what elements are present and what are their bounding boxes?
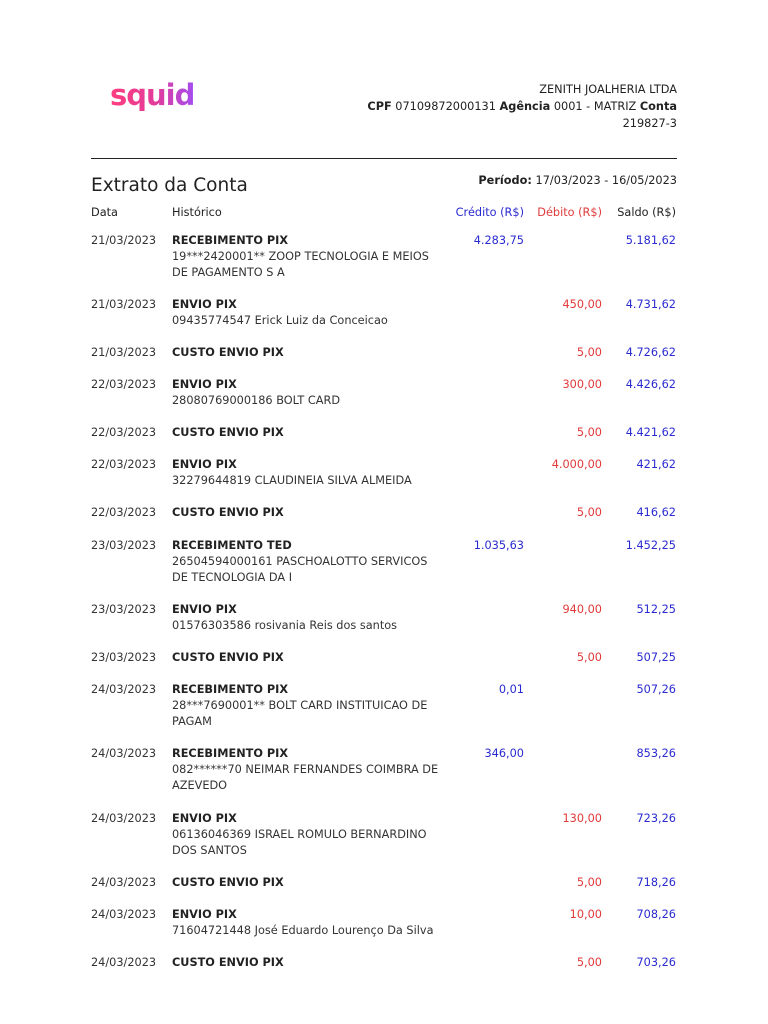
row-balance: 4.421,62 xyxy=(625,426,676,439)
row-detail: 32279644819 CLAUDINEIA SILVA ALMEIDA xyxy=(172,474,412,487)
row-date: 23/03/2023 xyxy=(91,603,157,616)
row-date: 24/03/2023 xyxy=(91,876,157,889)
column-header-credit: Crédito (R$) xyxy=(455,206,524,219)
row-detail: 01576303586 rosivania Reis dos santos xyxy=(172,619,398,632)
row-type: CUSTO ENVIO PIX xyxy=(172,956,284,969)
row-balance: 718,26 xyxy=(636,876,676,889)
row-date: 21/03/2023 xyxy=(91,346,157,359)
row-detail: 28***7690001** BOLT CARD INSTITUICAO DE PAGAM xyxy=(172,699,428,728)
row-balance: 1.452,25 xyxy=(625,539,676,552)
row-type: RECEBIMENTO PIX xyxy=(172,234,289,247)
row-debit: 10,00 xyxy=(569,908,602,921)
row-detail: 28080769000186 BOLT CARD xyxy=(172,394,341,407)
row-history xyxy=(172,682,442,730)
row-balance: 507,25 xyxy=(636,651,676,664)
row-history xyxy=(172,746,442,794)
row-date: 21/03/2023 xyxy=(91,298,157,311)
row-detail: 71604721448 José Eduardo Lourenço Da Silva xyxy=(172,924,434,937)
row-detail: 09435774547 Erick Luiz da Conceicao xyxy=(172,314,388,327)
row-debit: 5,00 xyxy=(576,651,602,664)
row-balance: 723,26 xyxy=(636,812,676,825)
row-date: 22/03/2023 xyxy=(91,458,157,471)
row-history xyxy=(172,505,442,521)
row-history xyxy=(172,377,442,409)
row-history xyxy=(172,457,442,489)
row-balance: 4.726,62 xyxy=(625,346,676,359)
row-history xyxy=(172,907,442,939)
row-type: RECEBIMENTO PIX xyxy=(172,683,289,696)
row-balance: 4.731,62 xyxy=(625,298,676,311)
column-header-balance: Saldo (R$) xyxy=(617,206,676,219)
row-balance: 853,26 xyxy=(636,747,676,760)
row-type: CUSTO ENVIO PIX xyxy=(172,346,284,359)
row-debit: 300,00 xyxy=(562,378,602,391)
row-balance: 708,26 xyxy=(636,908,676,921)
row-type: CUSTO ENVIO PIX xyxy=(172,876,284,889)
agencia-value: 0001 - MATRIZ xyxy=(553,100,637,113)
header-divider xyxy=(91,158,677,159)
row-history xyxy=(172,345,442,361)
row-history xyxy=(172,538,442,586)
row-debit: 5,00 xyxy=(576,956,602,969)
row-date: 22/03/2023 xyxy=(91,506,157,519)
row-balance: 703,26 xyxy=(636,956,676,969)
row-credit: 0,01 xyxy=(498,683,524,696)
row-credit: 346,00 xyxy=(484,747,524,760)
row-date: 23/03/2023 xyxy=(91,651,157,664)
row-type: ENVIO PIX xyxy=(172,603,237,616)
row-balance: 512,25 xyxy=(636,603,676,616)
row-type: CUSTO ENVIO PIX xyxy=(172,426,284,439)
row-balance: 4.426,62 xyxy=(625,378,676,391)
column-header-history: Histórico xyxy=(172,206,222,219)
row-debit: 5,00 xyxy=(576,506,602,519)
row-type: CUSTO ENVIO PIX xyxy=(172,506,284,519)
row-balance: 5.181,62 xyxy=(625,234,676,247)
row-history xyxy=(172,297,442,329)
row-debit: 940,00 xyxy=(562,603,602,616)
row-balance: 416,62 xyxy=(636,506,676,519)
row-detail: 082******70 NEIMAR FERNANDES COIMBRA DE AZEVEDO xyxy=(172,763,439,792)
period-label: Período: xyxy=(478,174,532,187)
conta-value: 219827-3 xyxy=(622,117,677,130)
page-title: Extrato da Conta xyxy=(91,175,248,196)
row-debit: 130,00 xyxy=(562,812,602,825)
row-debit: 4.000,00 xyxy=(551,458,602,471)
row-history xyxy=(172,602,442,634)
row-type: RECEBIMENTO PIX xyxy=(172,747,289,760)
row-type: ENVIO PIX xyxy=(172,812,237,825)
row-balance: 421,62 xyxy=(636,458,676,471)
row-detail: 06136046369 ISRAEL ROMULO BERNARDINO DOS SANTOS xyxy=(172,828,427,857)
row-type: ENVIO PIX xyxy=(172,458,237,471)
row-date: 24/03/2023 xyxy=(91,956,157,969)
row-history xyxy=(172,233,442,281)
row-debit: 450,00 xyxy=(562,298,602,311)
conta-label: Conta xyxy=(639,100,677,113)
cpf-value: 07109872000131 xyxy=(395,100,496,113)
row-history xyxy=(172,811,442,859)
row-credit: 4.283,75 xyxy=(473,234,524,247)
column-header-date: Data xyxy=(91,206,118,219)
row-date: 24/03/2023 xyxy=(91,683,157,696)
period-value: 17/03/2023 - 16/05/2023 xyxy=(535,174,677,187)
row-date: 24/03/2023 xyxy=(91,908,157,921)
row-history xyxy=(172,650,442,666)
row-history xyxy=(172,425,442,441)
account-header xyxy=(367,81,677,132)
row-type: RECEBIMENTO TED xyxy=(172,539,292,552)
row-date: 22/03/2023 xyxy=(91,426,157,439)
row-date: 21/03/2023 xyxy=(91,234,157,247)
row-detail: 26504594000161 PASCHOALOTTO SERVICOS DE TECNOLOGIA DA I xyxy=(172,555,428,584)
statement-period xyxy=(478,174,677,187)
cpf-label: CPF xyxy=(367,100,392,113)
row-debit: 5,00 xyxy=(576,426,602,439)
row-date: 24/03/2023 xyxy=(91,747,157,760)
column-header-debit: Débito (R$) xyxy=(537,206,602,219)
agencia-label: Agência xyxy=(499,100,551,113)
row-date: 22/03/2023 xyxy=(91,378,157,391)
row-date: 24/03/2023 xyxy=(91,812,157,825)
row-debit: 5,00 xyxy=(576,876,602,889)
squid-logo: squid xyxy=(110,78,195,112)
row-type: ENVIO PIX xyxy=(172,378,237,391)
row-date: 23/03/2023 xyxy=(91,539,157,552)
row-credit: 1.035,63 xyxy=(473,539,524,552)
row-history xyxy=(172,955,442,971)
row-type: ENVIO PIX xyxy=(172,908,237,921)
row-type: CUSTO ENVIO PIX xyxy=(172,651,284,664)
company-name: ZENITH JOALHERIA LTDA xyxy=(539,83,677,96)
account-details xyxy=(367,98,677,115)
row-debit: 5,00 xyxy=(576,346,602,359)
row-balance: 507,26 xyxy=(636,683,676,696)
row-type: ENVIO PIX xyxy=(172,298,237,311)
row-history xyxy=(172,875,442,891)
row-detail: 19***2420001** ZOOP TECNOLOGIA E MEIOS DE PAGAMENTO S A xyxy=(172,250,429,279)
